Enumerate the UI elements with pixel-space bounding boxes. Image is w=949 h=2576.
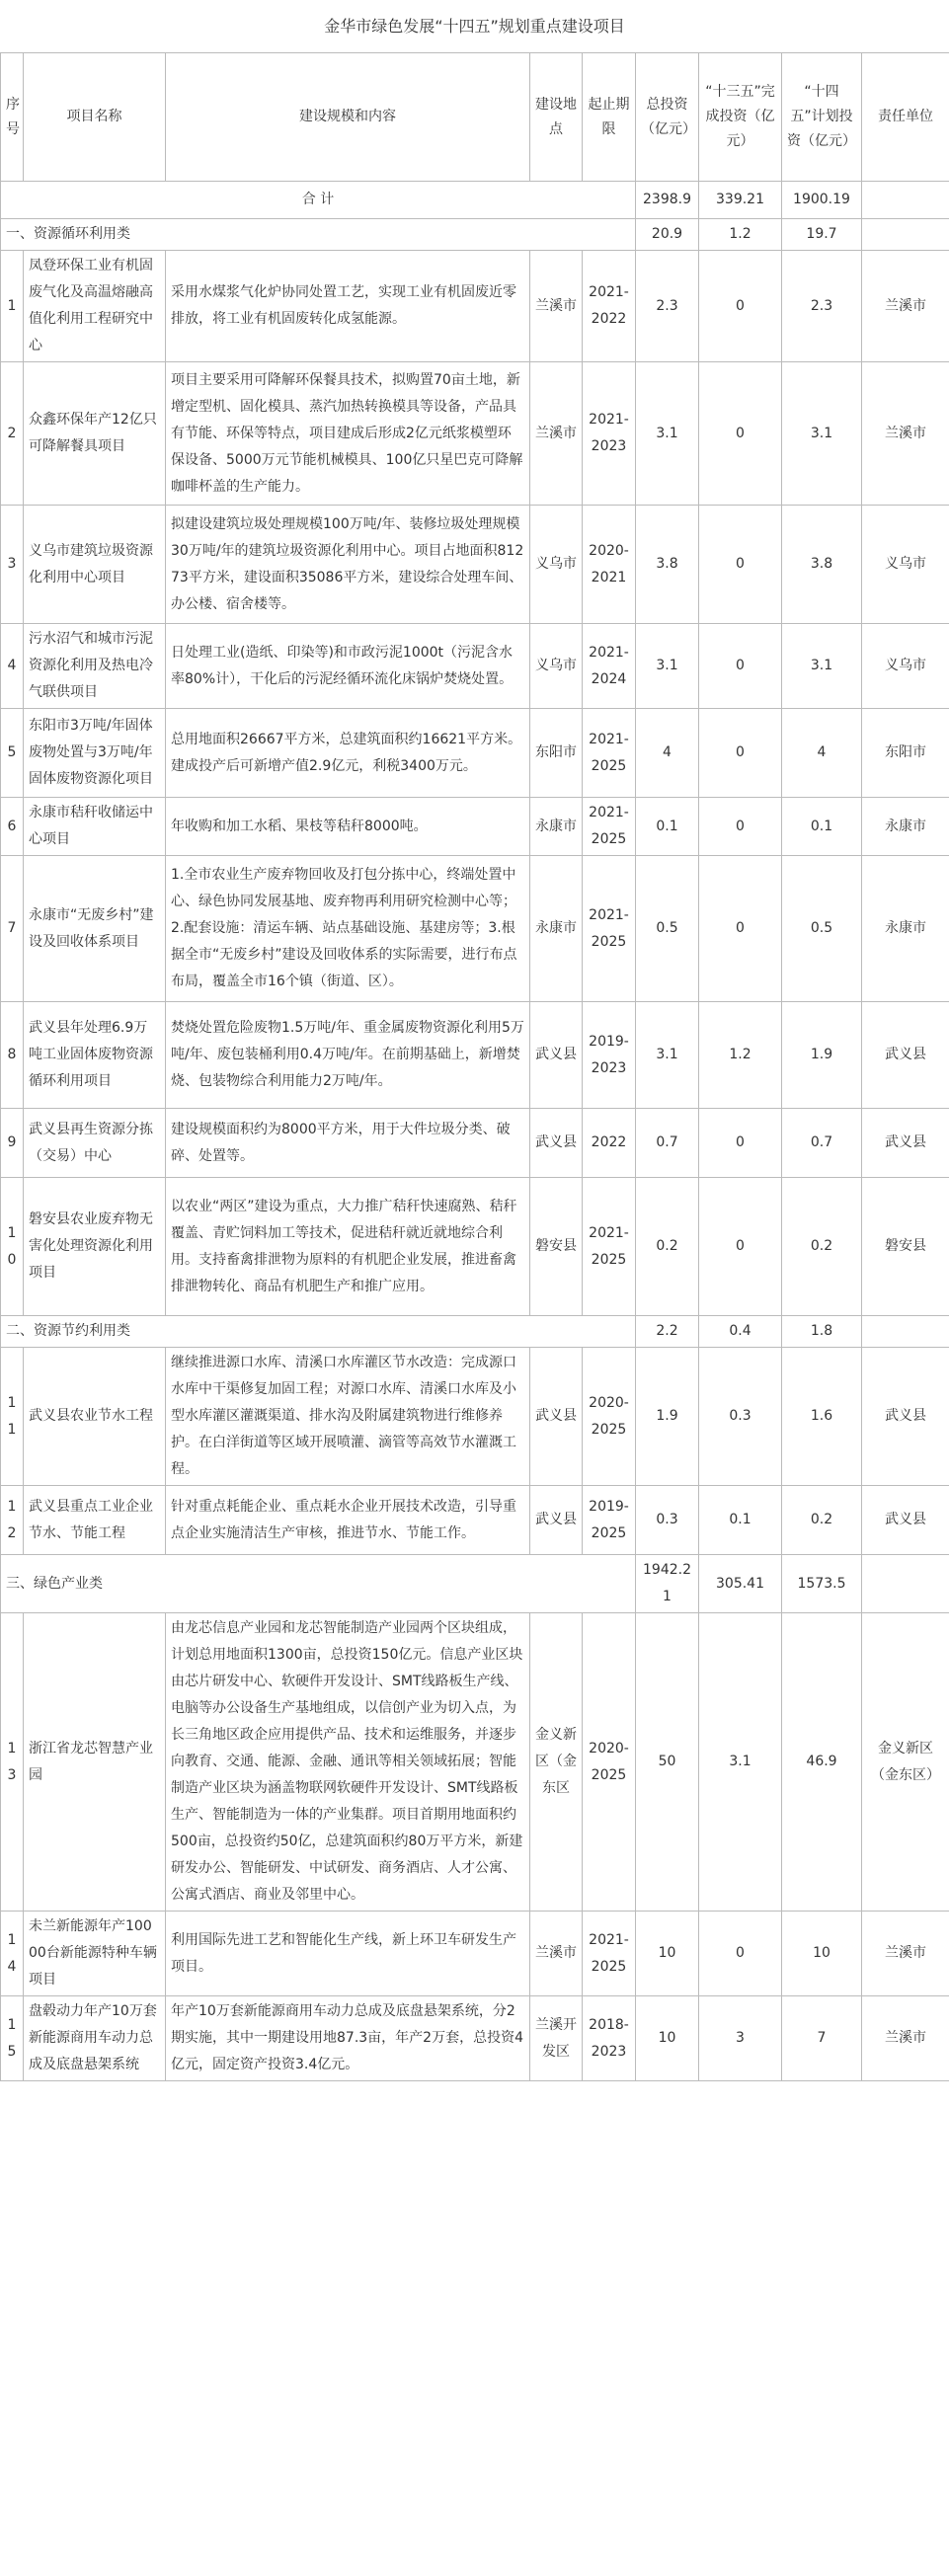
row-seq: 15 — [1, 1996, 24, 2081]
row-plan: 10 — [782, 1912, 862, 1996]
row-plan: 4 — [782, 709, 862, 798]
header-unit: 责任单位 — [862, 53, 949, 182]
section-row — [1, 1316, 949, 1348]
row-unit: 磐安县 — [862, 1178, 949, 1316]
header-location: 建设地点 — [530, 53, 583, 182]
section-label: 二、资源节约利用类 — [1, 1316, 636, 1348]
section-plan: 1.8 — [782, 1316, 862, 1348]
section-label: 三、绿色产业类 — [1, 1555, 636, 1613]
total-label: 合 计 — [1, 182, 636, 219]
row-location: 东阳市 — [530, 709, 583, 798]
row-done: 1.2 — [699, 1002, 782, 1109]
section-row — [1, 1555, 949, 1613]
header-content: 建设规模和内容 — [166, 53, 530, 182]
row-total: 3.1 — [636, 362, 699, 506]
section-done: 1.2 — [699, 219, 782, 251]
row-location: 武义县 — [530, 1486, 583, 1555]
section-plan: 19.7 — [782, 219, 862, 251]
row-unit: 金义新区（金东区） — [862, 1613, 949, 1912]
section-unit — [862, 1555, 949, 1613]
table-body — [1, 182, 949, 2081]
row-total: 0.7 — [636, 1109, 699, 1178]
row-done: 0 — [699, 362, 782, 506]
row-plan: 2.3 — [782, 251, 862, 362]
row-content: 总用地面积26667平方米，总建筑面积约16621平方米。建成投产后可新增产值2.9亿元，利税3400万元。 — [166, 709, 530, 798]
row-seq: 5 — [1, 709, 24, 798]
row-location: 永康市 — [530, 798, 583, 856]
row-total: 4 — [636, 709, 699, 798]
table-row — [1, 1348, 949, 1486]
row-period: 2018-2023 — [583, 1996, 636, 2081]
row-name: 未兰新能源年产10000台新能源特种车辆项目 — [24, 1912, 166, 1996]
row-unit: 武义县 — [862, 1348, 949, 1486]
row-total: 0.3 — [636, 1486, 699, 1555]
row-period: 2020-2025 — [583, 1613, 636, 1912]
row-location: 兰溪市 — [530, 362, 583, 506]
projects-table — [0, 52, 949, 2081]
row-plan: 0.5 — [782, 856, 862, 1002]
row-unit: 永康市 — [862, 856, 949, 1002]
row-name: 众鑫环保年产12亿只可降解餐具项目 — [24, 362, 166, 506]
table-row — [1, 1178, 949, 1316]
row-content: 拟建设建筑垃圾处理规模100万吨/年、装修垃圾处理规模30万吨/年的建筑垃圾资源化利用中心。项目占地面积81273平方米，建设面积35086平方米，建设综合处理车间、办公楼、宿舍楼等。 — [166, 506, 530, 624]
total-row — [1, 182, 949, 219]
section-total: 1942.21 — [636, 1555, 699, 1613]
row-seq: 13 — [1, 1613, 24, 1912]
row-period: 2021-2025 — [583, 798, 636, 856]
table-row — [1, 1109, 949, 1178]
row-content: 针对重点耗能企业、重点耗水企业开展技术改造，引导重点企业实施清洁生产审核，推进节水、节能工作。 — [166, 1486, 530, 1555]
row-total: 3.1 — [636, 1002, 699, 1109]
table-row — [1, 798, 949, 856]
row-seq: 4 — [1, 624, 24, 709]
row-done: 3 — [699, 1996, 782, 2081]
row-seq: 2 — [1, 362, 24, 506]
row-seq: 10 — [1, 1178, 24, 1316]
row-plan: 0.2 — [782, 1486, 862, 1555]
row-done: 0.1 — [699, 1486, 782, 1555]
row-seq: 11 — [1, 1348, 24, 1486]
total-done: 339.21 — [699, 182, 782, 219]
row-total: 10 — [636, 1996, 699, 2081]
row-name: 武义县年处理6.9万吨工业固体废物资源循环利用项目 — [24, 1002, 166, 1109]
row-period: 2020-2025 — [583, 1348, 636, 1486]
row-total: 3.1 — [636, 624, 699, 709]
row-plan: 46.9 — [782, 1613, 862, 1912]
section-done: 305.41 — [699, 1555, 782, 1613]
total-total: 2398.9 — [636, 182, 699, 219]
row-seq: 7 — [1, 856, 24, 1002]
row-done: 0 — [699, 251, 782, 362]
row-period: 2021-2025 — [583, 856, 636, 1002]
row-name: 永康市秸秆收储运中心项目 — [24, 798, 166, 856]
row-content: 日处理工业(造纸、印染等)和市政污泥1000t（污泥含水率80%计），干化后的污泥经循环流化床锅炉焚烧处置。 — [166, 624, 530, 709]
row-content: 利用国际先进工艺和智能化生产线，新上环卫车研发生产项目。 — [166, 1912, 530, 1996]
total-unit — [862, 182, 949, 219]
row-name: 浙江省龙芯智慧产业园 — [24, 1613, 166, 1912]
row-period: 2021-2024 — [583, 624, 636, 709]
row-name: 永康市“无废乡村”建设及回收体系项目 — [24, 856, 166, 1002]
row-location: 义乌市 — [530, 506, 583, 624]
row-plan: 3.1 — [782, 362, 862, 506]
row-plan: 3.1 — [782, 624, 862, 709]
row-seq: 3 — [1, 506, 24, 624]
row-content: 年产10万套新能源商用车动力总成及底盘悬架系统，分2期实施，其中一期建设用地87.3亩，年产2万套，总投资4亿元，固定资产投资3.4亿元。 — [166, 1996, 530, 2081]
row-content: 采用水煤浆气化炉协同处置工艺，实现工业有机固废近零排放，将工业有机固废转化成氢能源。 — [166, 251, 530, 362]
row-plan: 0.2 — [782, 1178, 862, 1316]
row-name: 凤登环保工业有机固废气化及高温熔融高值化利用工程研究中心 — [24, 251, 166, 362]
row-total: 0.2 — [636, 1178, 699, 1316]
row-name: 污水沼气和城市污泥资源化利用及热电冷气联供项目 — [24, 624, 166, 709]
header-done: “十三五”完成投资（亿元） — [699, 53, 782, 182]
row-unit: 东阳市 — [862, 709, 949, 798]
table-row — [1, 362, 949, 506]
row-seq: 6 — [1, 798, 24, 856]
row-content: 焚烧处置危险废物1.5万吨/年、重金属废物资源化利用5万吨/年、废包装桶利用0.4万吨/年。在前期基础上，新增焚烧、包装物综合利用能力2万吨/年。 — [166, 1002, 530, 1109]
row-name: 义乌市建筑垃圾资源化利用中心项目 — [24, 506, 166, 624]
row-location: 武义县 — [530, 1348, 583, 1486]
row-unit: 兰溪市 — [862, 251, 949, 362]
row-location: 永康市 — [530, 856, 583, 1002]
row-total: 1.9 — [636, 1348, 699, 1486]
row-period: 2021-2025 — [583, 709, 636, 798]
row-unit: 永康市 — [862, 798, 949, 856]
table-header-row — [1, 53, 949, 182]
row-unit: 兰溪市 — [862, 1912, 949, 1996]
row-name: 磐安县农业废弃物无害化处理资源化利用项目 — [24, 1178, 166, 1316]
table-row — [1, 624, 949, 709]
row-period: 2021-2025 — [583, 1912, 636, 1996]
row-done: 0 — [699, 798, 782, 856]
row-unit: 武义县 — [862, 1002, 949, 1109]
section-total: 2.2 — [636, 1316, 699, 1348]
row-unit: 兰溪市 — [862, 362, 949, 506]
row-content: 项目主要采用可降解环保餐具技术，拟购置70亩土地，新增定型机、固化模具、蒸汽加热转换模具等设备，产品具有节能、环保等特点，项目建成后形成2亿元纸浆模塑环保设备、5000万元节能机械模具、100亿只星巴克可降解咖啡杯盖的生产能力。 — [166, 362, 530, 506]
row-name: 武义县重点工业企业节水、节能工程 — [24, 1486, 166, 1555]
row-content: 建设规模面积约为8000平方米，用于大件垃圾分类、破碎、处置等。 — [166, 1109, 530, 1178]
row-location: 武义县 — [530, 1109, 583, 1178]
row-total: 0.5 — [636, 856, 699, 1002]
row-unit: 义乌市 — [862, 506, 949, 624]
row-done: 3.1 — [699, 1613, 782, 1912]
header-plan: “十四五”计划投资（亿元） — [782, 53, 862, 182]
table-row — [1, 1996, 949, 2081]
row-done: 0.3 — [699, 1348, 782, 1486]
section-plan: 1573.5 — [782, 1555, 862, 1613]
row-name: 东阳市3万吨/年固体废物处置与3万吨/年固体废物资源化项目 — [24, 709, 166, 798]
row-seq: 1 — [1, 251, 24, 362]
row-content: 年收购和加工水稻、果枝等秸秆8000吨。 — [166, 798, 530, 856]
row-location: 磐安县 — [530, 1178, 583, 1316]
header-seq: 序号 — [1, 53, 24, 182]
row-unit: 武义县 — [862, 1486, 949, 1555]
row-total: 2.3 — [636, 251, 699, 362]
row-seq: 14 — [1, 1912, 24, 1996]
table-row — [1, 1002, 949, 1109]
row-name: 武义县再生资源分拣（交易）中心 — [24, 1109, 166, 1178]
row-content: 以农业“两区”建设为重点，大力推广秸秆快速腐熟、秸秆覆盖、青贮饲料加工等技术，促进秸秆就近就地综合利用。支持畜禽排泄物为原料的有机肥企业发展，推进畜禽排泄物转化、商品有机肥生产和推广应用。 — [166, 1178, 530, 1316]
row-period: 2021-2023 — [583, 362, 636, 506]
row-plan: 0.1 — [782, 798, 862, 856]
table-row — [1, 1912, 949, 1996]
row-plan: 3.8 — [782, 506, 862, 624]
section-unit — [862, 1316, 949, 1348]
section-label: 一、资源循环利用类 — [1, 219, 636, 251]
table-row — [1, 251, 949, 362]
row-name: 盘毂动力年产10万套新能源商用车动力总成及底盘悬架系统 — [24, 1996, 166, 2081]
row-plan: 1.9 — [782, 1002, 862, 1109]
row-content: 继续推进源口水库、清溪口水库灌区节水改造：完成源口水库中干渠修复加固工程；对源口水库、清溪口水库及小型水库灌区灌溉渠道、排水沟及附属建筑物进行维修养护。在白洋街道等区域开展喷灌、滴管等高效节水灌溉工程。 — [166, 1348, 530, 1486]
row-location: 兰溪市 — [530, 251, 583, 362]
row-total: 0.1 — [636, 798, 699, 856]
row-name: 武义县农业节水工程 — [24, 1348, 166, 1486]
row-period: 2019-2023 — [583, 1002, 636, 1109]
row-done: 0 — [699, 1178, 782, 1316]
row-period: 2021-2025 — [583, 1178, 636, 1316]
table-row — [1, 1486, 949, 1555]
row-done: 0 — [699, 709, 782, 798]
row-seq: 12 — [1, 1486, 24, 1555]
row-location: 兰溪开发区 — [530, 1996, 583, 2081]
row-period: 2022 — [583, 1109, 636, 1178]
row-plan: 1.6 — [782, 1348, 862, 1486]
page-title: 金华市绿色发展“十四五”规划重点建设项目 — [324, 17, 625, 36]
table-row — [1, 506, 949, 624]
row-done: 0 — [699, 624, 782, 709]
row-content: 1.全市农业生产废弃物回收及打包分拣中心，终端处置中心、绿色协同发展基地、废弃物再利用研究检测中心等；2.配套设施：清运车辆、站点基础设施、基建房等；3.根据全市“无废乡村”建设及回收体系的实际需要，进行布点布局，覆盖全市16个镇（街道、区）。 — [166, 856, 530, 1002]
row-location: 义乌市 — [530, 624, 583, 709]
row-period: 2021-2022 — [583, 251, 636, 362]
row-period: 2020-2021 — [583, 506, 636, 624]
row-content: 由龙芯信息产业园和龙芯智能制造产业园两个区块组成，计划总用地面积1300亩，总投资150亿元。信息产业区块由芯片研发中心、软硬件开发设计、SMT线路板生产线、电脑等办公设备生产基地组成，以信创产业为切入点，为长三角地区政企应用提供产品、技术和运维服务，并逐步向教育、交通、能源、金融、通讯等相关领域拓展；智能制造产业区块为涵盖物联网软硬件开发设计、SMT线路板生产、智能制造为一体的产业集群。项目首期用地面积约500亩，总投资约50亿，总建筑面积约80万平方米，新建研发办公、智能研发、中试研发、商务酒店、人才公寓、公寓式酒店、商业及邻里中心。 — [166, 1613, 530, 1912]
table-row — [1, 709, 949, 798]
section-done: 0.4 — [699, 1316, 782, 1348]
row-done: 0 — [699, 1109, 782, 1178]
row-done: 0 — [699, 1912, 782, 1996]
row-total: 50 — [636, 1613, 699, 1912]
section-total: 20.9 — [636, 219, 699, 251]
row-period: 2019-2025 — [583, 1486, 636, 1555]
section-unit — [862, 219, 949, 251]
total-plan: 1900.19 — [782, 182, 862, 219]
table-row — [1, 856, 949, 1002]
row-total: 10 — [636, 1912, 699, 1996]
row-unit: 义乌市 — [862, 624, 949, 709]
row-total: 3.8 — [636, 506, 699, 624]
row-unit: 武义县 — [862, 1109, 949, 1178]
header-total: 总投资（亿元） — [636, 53, 699, 182]
row-plan: 0.7 — [782, 1109, 862, 1178]
row-unit: 兰溪市 — [862, 1996, 949, 2081]
row-location: 兰溪市 — [530, 1912, 583, 1996]
row-plan: 7 — [782, 1996, 862, 2081]
row-location: 武义县 — [530, 1002, 583, 1109]
header-name: 项目名称 — [24, 53, 166, 182]
row-location: 金义新区（金东区 — [530, 1613, 583, 1912]
row-done: 0 — [699, 856, 782, 1002]
section-row — [1, 219, 949, 251]
row-seq: 8 — [1, 1002, 24, 1109]
row-seq: 9 — [1, 1109, 24, 1178]
row-done: 0 — [699, 506, 782, 624]
header-period: 起止期限 — [583, 53, 636, 182]
table-row — [1, 1613, 949, 1912]
